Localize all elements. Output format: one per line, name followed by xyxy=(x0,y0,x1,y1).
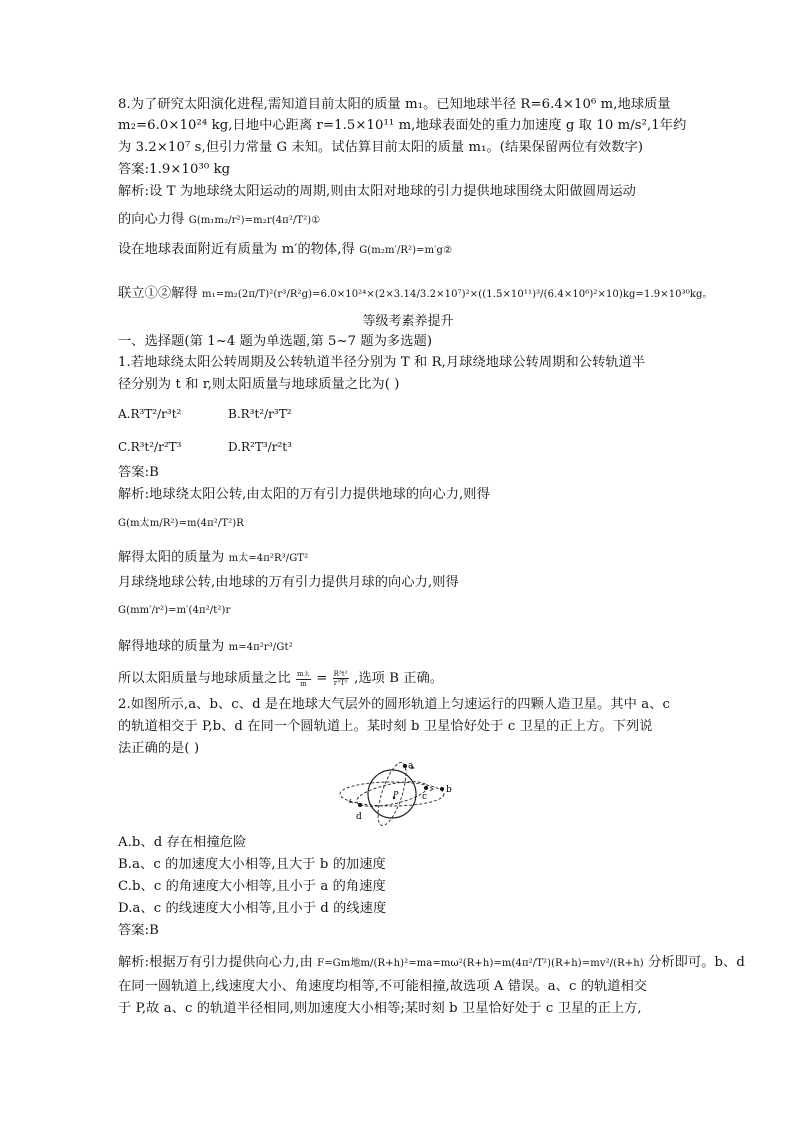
q8-analysis2-pre: 的向心力得 xyxy=(118,212,185,227)
q1-line3 xyxy=(118,548,698,568)
q1-option-b[interactable]: B.R³t²/r³T² xyxy=(228,407,292,421)
q2-line2: 的轨道相交于 P,b、d 在同一个圆轨道上。某时刻 b 卫星恰好处于 c 卫星的正上方。下列说 xyxy=(118,719,653,734)
q1-line4: 月球绕地球公转,由地球的万有引力提供月球的向心力,则得 xyxy=(118,575,459,590)
q8-analysis3-pre: 设在地球表面附近有质量为 m′的物体,得 xyxy=(118,242,355,257)
q1-line5-pre: 解得地球的质量为 xyxy=(118,639,225,654)
q8-formula2: G(m₂m′/R²)=m′g② xyxy=(359,245,453,256)
q1-formula4: m=4π²r³/Gt² xyxy=(228,642,293,653)
q1-line5 xyxy=(118,637,698,657)
q2-option-d[interactable]: D.a、c 的线速度大小相等,且小于 d 的线速度 xyxy=(118,901,387,916)
satellite-c xyxy=(424,786,428,790)
q8-analysis1: 解析:设 T 为地球绕太阳运动的周期,则由太阳对地球的引力提供地球围绕太阳做圆周运动 xyxy=(118,184,636,199)
q2-option-c[interactable]: C.b、c 的角速度大小相等,且小于 a 的角速度 xyxy=(118,879,386,894)
q2-analysis3: 于 P,故 a、c 的轨道半径相同,则加速度大小相等;某时刻 b 卫星恰好处于 c 卫星的正上方, xyxy=(118,1001,642,1016)
q2-analysis2: 在同一圆轨道上,线速度大小、角速度均相等,不可能相撞,故选项 A 错误。a、c 的轨道相交 xyxy=(118,979,648,994)
q2-line3: 法正确的是( ) xyxy=(118,741,200,756)
section-subtitle: 一、选择题(第 1~4 题为单选题,第 5~7 题为多选题) xyxy=(118,334,433,349)
satellite-d xyxy=(358,803,362,807)
q8-formula3: m₁=m₂(2π/T)²(r³/R²g)=6.0×10²⁴×(2×3.14/3.2×10⁷)²×((1.5×10¹¹)³/(6.4×10⁶)²×10)kg=1.9×10³⁰kg。 xyxy=(202,289,713,300)
q1-answer: 答案:B xyxy=(118,465,159,480)
q1-line3-pre: 解得太阳的质量为 xyxy=(118,550,225,565)
q1-option-c[interactable]: C.R³t²/r²T³ xyxy=(118,440,182,454)
label-d: d xyxy=(356,812,362,822)
q1-formula2: m太=4π²R³/GT² xyxy=(228,553,309,564)
label-c: c xyxy=(422,792,428,802)
q1-analysis1: 解析:地球绕太阳公转,由太阳的万有引力提供地球的向心力,则得 xyxy=(118,487,490,502)
label-p: P xyxy=(393,790,399,799)
q1-formula3: G(mm′/r²)=m′(4π²/t²)r xyxy=(118,605,231,616)
q1-ratio-fraction: m太 m xyxy=(297,669,310,688)
label-b: b xyxy=(446,785,452,795)
q2-option-a[interactable]: A.b、d 存在相撞危险 xyxy=(118,835,247,850)
earth-circle xyxy=(368,770,416,818)
q1-line6: 所以太阳质量与地球质量之比 m太 m = $\frac{\text{R³t²}}{\text{r³T²}}$ ,选项 B 正确。 xyxy=(118,669,444,688)
q2-line1: 2.如图所示,a、b、c、d 是在地球大气层外的圆形轨道上匀速运行的四颗人造卫星。其中 a、c xyxy=(118,697,670,712)
q8-formula1: G(m₁m₂/r²)=m₂r(4π²/T²)① xyxy=(188,215,321,226)
satellite-orbit-diagram xyxy=(336,757,464,829)
q2-analysis1-post: 分析即可。b、d xyxy=(648,955,745,970)
arrow-c xyxy=(430,787,433,791)
q1-formula1: G(m太m/R²)=m(4π²/T²)R xyxy=(118,518,244,529)
q2-analysis1-formula: F=Gm地m/(R+h)²=ma=mω²(R+h)=m(4π²/T²)(R+h)=mv²/(R+h) xyxy=(317,958,644,969)
q8-line3: 为 3.2×10⁷ s,但引力常量 G 未知。试估算目前太阳的质量 m₁。(结果保留两位有效数字) xyxy=(118,140,644,155)
q2-analysis1-pre: 解析:根据万有引力提供向心力,由 xyxy=(118,955,313,970)
orbit-bd xyxy=(340,782,444,806)
q8-line1: 8.为了研究太阳演化进程,需知道目前太阳的质量 m₁。已知地球半径 R=6.4×10⁶ m,地球质量 xyxy=(118,97,671,112)
q1-line1: 1.若地球绕太阳公转周期及公转轨道半径分别为 T 和 R,月球绕地球公转周期和公转轨道半 xyxy=(118,355,646,370)
q8-answer: 答案:1.9×10³⁰ kg xyxy=(118,162,231,177)
q2-answer: 答案:B xyxy=(118,923,159,938)
q8-analysis4 xyxy=(118,284,713,304)
section-title: 等级考素养提升 xyxy=(362,314,454,329)
q8-analysis3 xyxy=(118,240,698,260)
q1-line6-pre: 所以太阳质量与地球质量之比 xyxy=(118,671,291,686)
q1-option-a[interactable]: A.R³T²/r³t² xyxy=(118,407,182,421)
satellite-b xyxy=(440,787,444,791)
q8-analysis2 xyxy=(118,210,698,230)
q1-ratio-value: $\frac{\text{R³t²}}{\text{r³T²}}$ xyxy=(333,670,348,687)
q1-line6-post: ,选项 B 正确。 xyxy=(354,671,444,686)
q2-analysis1 xyxy=(118,953,745,973)
q2-option-b[interactable]: B.a、c 的加速度大小相等,且大于 b 的加速度 xyxy=(118,857,386,872)
satellite-a xyxy=(403,764,407,768)
label-a: a xyxy=(408,761,414,771)
q8-line2: m₂=6.0×10²⁴ kg,日地中心距离 r=1.5×10¹¹ m,地球表面处的重力加速度 g 取 10 m/s²,1年约 xyxy=(118,118,687,133)
q1-line2: 径分别为 t 和 r,则太阳质量与地球质量之比为( ) xyxy=(118,377,400,392)
q8-analysis4-pre: 联立①②解得 xyxy=(118,286,198,301)
q1-option-d[interactable]: D.R²T³/r²t³ xyxy=(228,440,292,454)
